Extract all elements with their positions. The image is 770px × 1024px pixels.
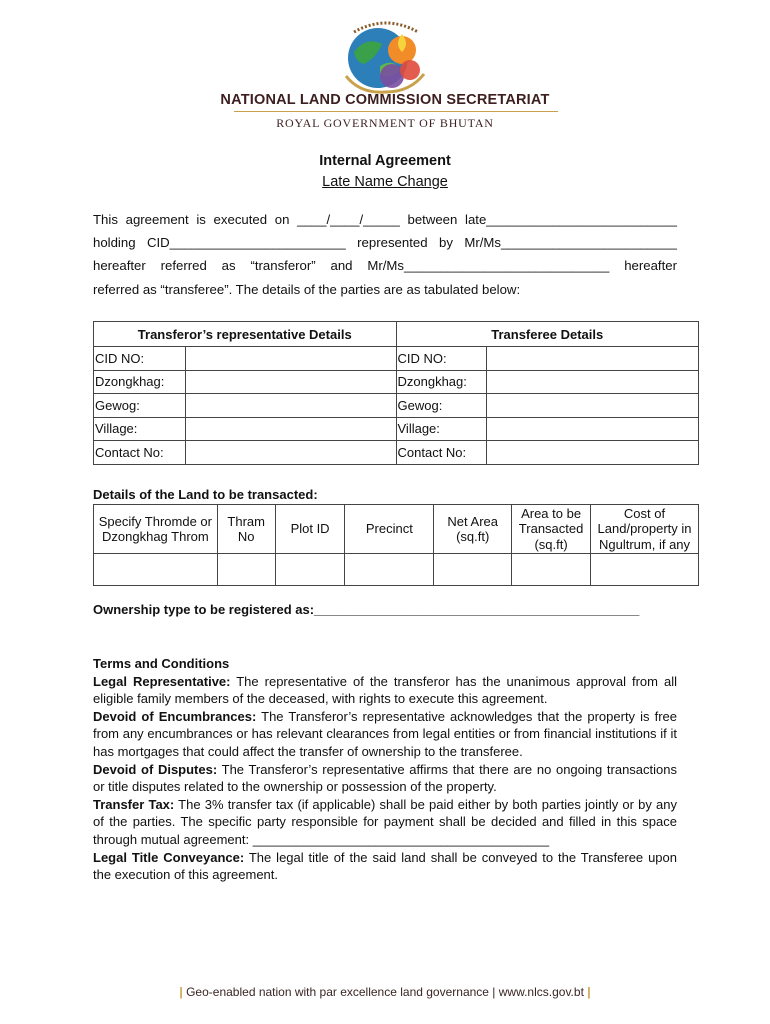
intro-line-3: hereafter referred as “transferor” and Mr/Ms____________________________ hereafter <box>93 258 677 273</box>
term-transfer-tax <box>93 796 677 849</box>
term-disputes <box>93 761 677 796</box>
footer-bar-right: | <box>587 985 591 999</box>
table-row <box>94 370 699 394</box>
land-header-thromde: Specify Thromde or Dzongkhag Throm <box>94 505 218 554</box>
parties-table <box>93 321 699 465</box>
ownership-type-line: Ownership type to be registered as:_____________________________________________ <box>93 602 640 617</box>
land-header-plot-id: Plot ID <box>275 505 345 554</box>
table-row <box>94 554 699 586</box>
transferee-gewog-field[interactable] <box>487 394 699 418</box>
term-title-conveyance <box>93 849 677 884</box>
term-text: The Transferor’s representative affirms that there are no ongoing transactions or title disputes related to the ownership or possession of the property. <box>93 761 677 795</box>
term-title: Transfer Tax: <box>93 796 175 812</box>
land-table <box>93 504 699 586</box>
footer-bar-left: | <box>179 985 183 999</box>
thromde-field[interactable] <box>94 554 218 586</box>
term-text: The Transferor’s representative acknowledges that the property is free from any encumbrances or has relevant clearances from legal entities or from financial institutions if it has mortgages that could affect the transfer of ownership to the transferee. <box>93 708 677 759</box>
term-text: The representative of the transferor has the unanimous approval from all eligible family members of the deceased, with rights to execute this agreement. <box>93 673 677 707</box>
term-legal-representative <box>93 673 677 708</box>
transferor-cid-field[interactable] <box>185 347 396 371</box>
document-subtitle <box>0 174 770 190</box>
transferee-village-field[interactable] <box>487 417 699 441</box>
intro-line-2: holding CID________________________ represented by Mr/Ms________________________ <box>93 235 677 250</box>
precinct-field[interactable] <box>345 554 434 586</box>
parties-header-row <box>94 322 699 347</box>
term-text: The 3% transfer tax (if applicable) shall be paid either by both parties jointly or by any of the parties. The specific party responsible for payment shall be decided and filled in this space through mutual agreement: _________________________________________ <box>93 796 677 847</box>
document-subtitle-text: Late Name Change <box>322 174 448 190</box>
plot-id-field[interactable] <box>275 554 345 586</box>
transferor-contact-field[interactable] <box>185 441 396 465</box>
transferee-dzongkhag-field[interactable] <box>487 370 699 394</box>
transferor-field-label: Village: <box>94 417 186 441</box>
term-encumbrances <box>93 708 677 761</box>
transferor-dzongkhag-field[interactable] <box>185 370 396 394</box>
land-header-row <box>94 505 699 554</box>
transferor-gewog-field[interactable] <box>185 394 396 418</box>
transferor-field-label: Gewog: <box>94 394 186 418</box>
transferor-header: Transferor’s representative Details <box>94 322 397 347</box>
transferee-cid-field[interactable] <box>487 347 699 371</box>
transferee-field-label: Village: <box>396 417 487 441</box>
land-header-area-transacted: Area to be Transacted (sq.ft) <box>512 505 591 554</box>
document-title: Internal Agreement <box>319 153 451 169</box>
land-header-thram: Thram No <box>217 505 275 554</box>
footer <box>0 985 770 999</box>
terms-heading: Terms and Conditions <box>93 656 230 671</box>
transferee-header: Transferee Details <box>396 322 699 347</box>
area-transacted-field[interactable] <box>512 554 591 586</box>
table-row <box>94 347 699 371</box>
org-subtitle: ROYAL GOVERNMENT OF BHUTAN <box>276 116 494 130</box>
thram-field[interactable] <box>217 554 275 586</box>
term-text: The legal title of the said land shall be conveyed to the Transferee upon the execution of this agreement. <box>93 849 677 883</box>
table-row <box>94 417 699 441</box>
transferee-field-label: Contact No: <box>396 441 487 465</box>
transferee-contact-field[interactable] <box>487 441 699 465</box>
land-header-net-area: Net Area (sq.ft) <box>434 505 512 554</box>
term-title: Devoid of Encumbrances: <box>93 708 257 724</box>
transferor-field-label: CID NO: <box>94 347 186 371</box>
transferor-field-label: Contact No: <box>94 441 186 465</box>
transferee-field-label: Gewog: <box>396 394 487 418</box>
transferee-field-label: CID NO: <box>396 347 487 371</box>
org-name: NATIONAL LAND COMMISSION SECRETARIAT <box>220 92 550 108</box>
transferor-field-label: Dzongkhag: <box>94 370 186 394</box>
transferor-village-field[interactable] <box>185 417 396 441</box>
cost-field[interactable] <box>591 554 699 586</box>
terms-section <box>93 655 677 884</box>
term-title: Devoid of Disputes: <box>93 761 218 777</box>
land-header-precinct: Precinct <box>345 505 434 554</box>
land-header-cost: Cost of Land/property in Ngultrum, if any <box>591 505 699 554</box>
transferee-field-label: Dzongkhag: <box>396 370 487 394</box>
header-divider <box>234 111 558 112</box>
term-title: Legal Representative: <box>93 673 231 689</box>
footer-text: Geo-enabled nation with par excellence land governance | www.nlcs.gov.bt <box>182 985 588 999</box>
land-section-label: Details of the Land to be transacted: <box>93 487 318 502</box>
intro-line-4: referred as “transferee”. The details of the parties are as tabulated below: <box>93 282 521 297</box>
term-title: Legal Title Conveyance: <box>93 849 245 865</box>
intro-line-1: This agreement is executed on ____/____/_____ between late__________________________ <box>93 212 677 227</box>
table-row <box>94 441 699 465</box>
table-row <box>94 394 699 418</box>
net-area-field[interactable] <box>434 554 512 586</box>
nlcs-emblem-icon <box>340 14 432 98</box>
